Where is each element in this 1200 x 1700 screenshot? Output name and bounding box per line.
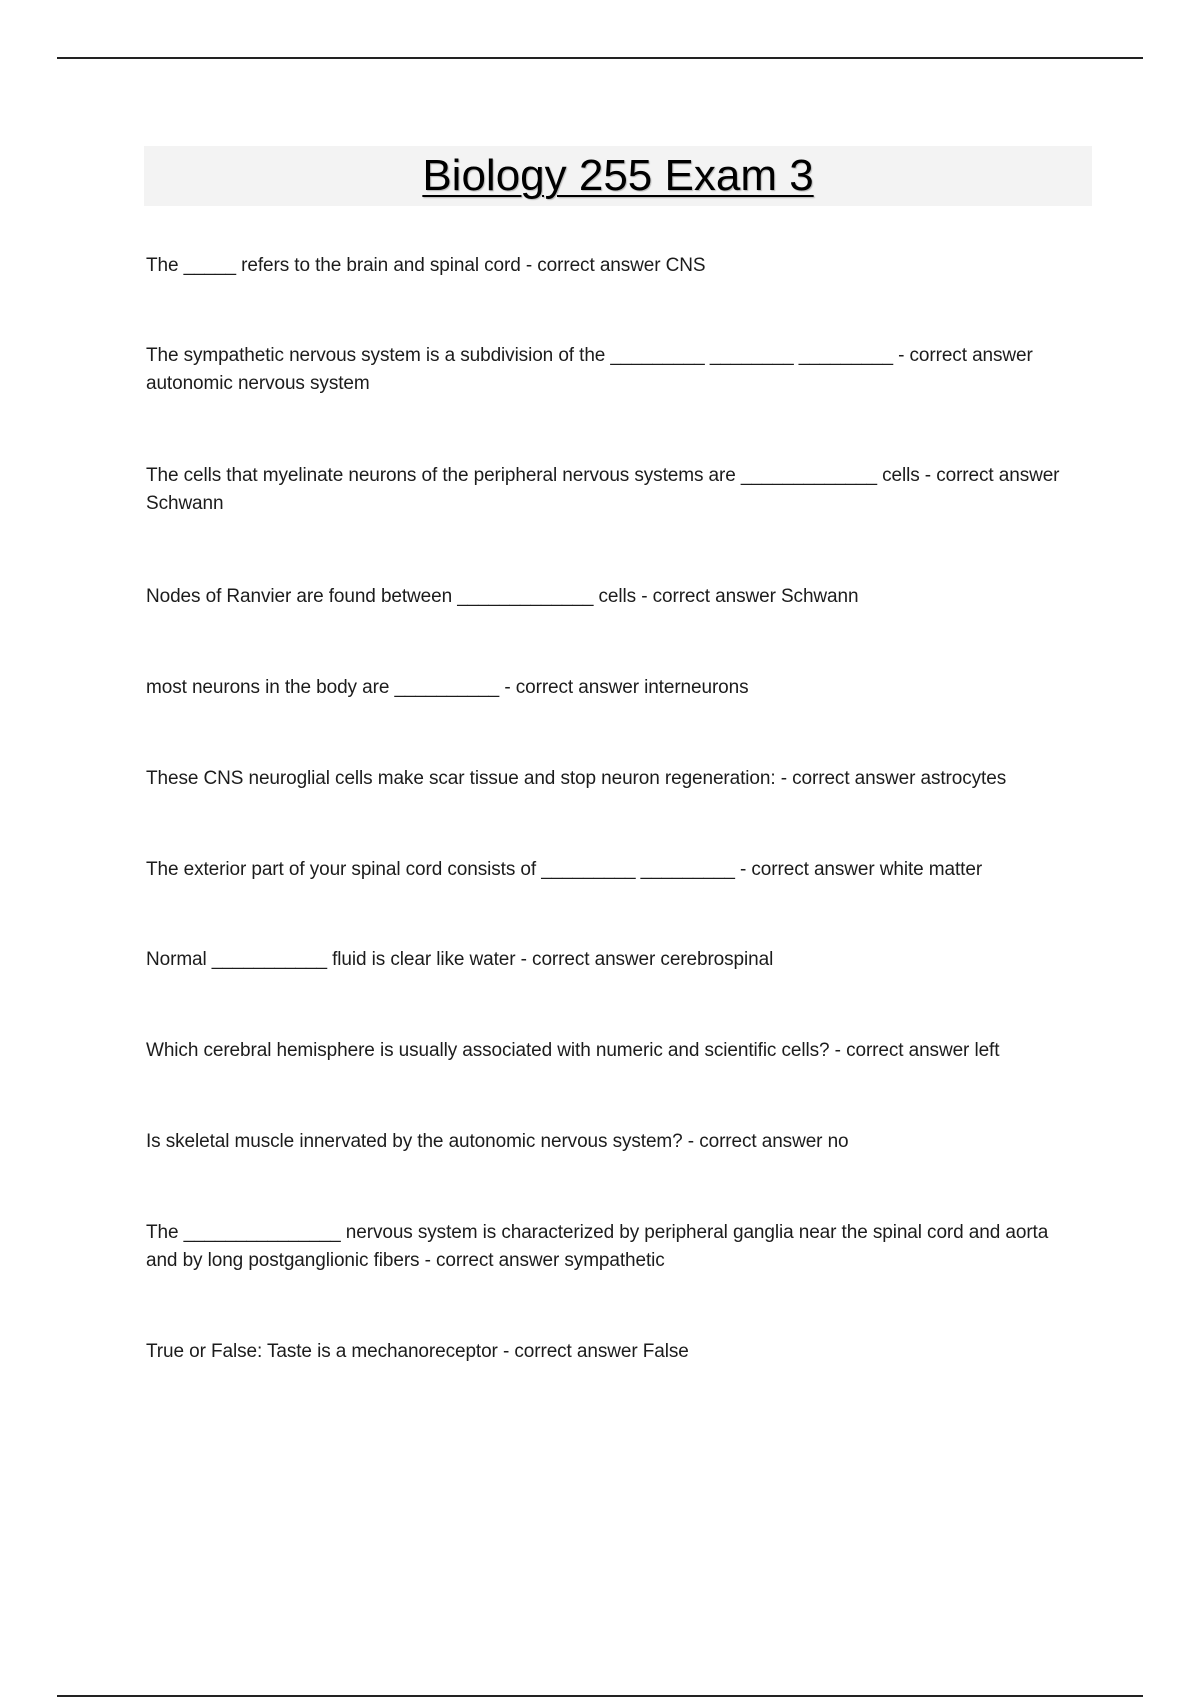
bottom-divider bbox=[57, 1695, 1143, 1697]
qa-item-12: True or False: Taste is a mechanoreceptor - correct answer False bbox=[146, 1341, 689, 1362]
qa-item-2: The sympathetic nervous system is a subdivision of the _________ ________ _________ - correct answer autonomic nervous system bbox=[146, 345, 1033, 394]
qa-item-8: Normal ___________ fluid is clear like water - correct answer cerebrospinal bbox=[146, 949, 774, 970]
qa-item-4: Nodes of Ranvier are found between _____________ cells - correct answer Schwann bbox=[146, 586, 859, 607]
qa-item-1: The _____ refers to the brain and spinal cord - correct answer CNS bbox=[146, 255, 706, 276]
qa-item-9: Which cerebral hemisphere is usually associated with numeric and scientific cells? - correct answer left bbox=[146, 1040, 1000, 1061]
qa-item-3: The cells that myelinate neurons of the peripheral nervous systems are _____________ cells - correct answer Schwann bbox=[146, 465, 1060, 514]
qa-item-7: The exterior part of your spinal cord consists of _________ _________ - correct answer white matter bbox=[146, 859, 983, 880]
qa-item-6: These CNS neuroglial cells make scar tissue and stop neuron regeneration: - correct answer astrocytes bbox=[146, 768, 1007, 789]
document-title: Biology 255 Exam 3 bbox=[422, 151, 814, 200]
qa-item-10: Is skeletal muscle innervated by the autonomic nervous system? - correct answer no bbox=[146, 1131, 849, 1152]
title-band bbox=[144, 146, 1092, 206]
top-divider bbox=[57, 57, 1143, 59]
qa-item-5: most neurons in the body are __________ - correct answer interneurons bbox=[146, 677, 749, 698]
qa-item-11: The _______________ nervous system is characterized by peripheral ganglia near the spinal cord and aorta and by long postganglionic fibers - correct answer sympathetic bbox=[146, 1222, 1049, 1271]
